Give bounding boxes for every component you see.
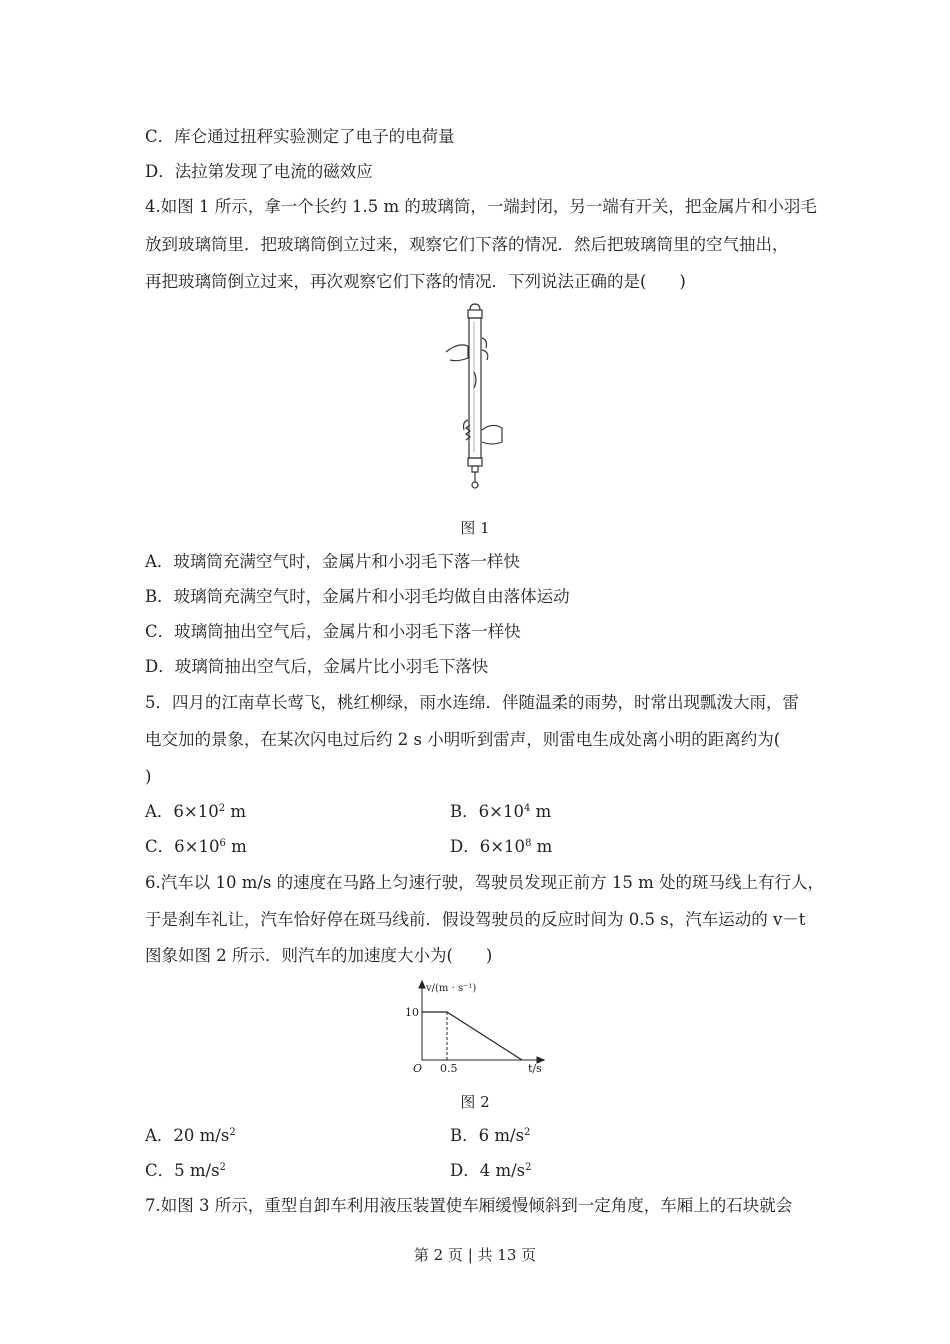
q6-option-c: C．5 $m/s^2$ — [145, 1161, 226, 1180]
q3-option-c: C．库仑通过扭秤实验测定了电子的电荷量 — [145, 127, 455, 146]
q5-stem-line2: 电交加的景象，在某次闪电过后约 2 s 小明听到雷声，则雷电生成处离小明的距离约为( — [145, 730, 781, 749]
q6-option-d: D．4 $m/s^2$ — [450, 1161, 532, 1180]
q5-stem-line1: 5．四月的江南草长莺飞，桃红柳绿，雨水连绵．伴随温柔的雨势，时常出现瓢泼大雨，雷 — [145, 693, 799, 712]
q4-option-d: D．玻璃筒抽出空气后，金属片比小羽毛下落快 — [145, 657, 489, 676]
figure-2-vt-graph — [400, 980, 560, 1076]
q6-stem-line2: 于是刹车礼让，汽车恰好停在斑马线前．假设驾驶员的反应时间为 0.5 s，汽车运动的 v－t — [145, 910, 806, 929]
q5-option-c: C．$6\times 10^6$ m — [145, 837, 247, 856]
graph-y-tick-10: 10 — [405, 1006, 419, 1019]
q4-stem-line3: 再把玻璃筒倒立过来，再次观察它们下落的情况．下列说法正确的是( ) — [145, 272, 686, 291]
q5-option-a: A．$6\times 10^2$ m — [145, 802, 247, 821]
page-footer: 第 2 页 | 共 13 页 — [413, 1246, 537, 1264]
q6-stem-line3: 图象如图 2 所示．则汽车的加速度大小为( ) — [145, 946, 493, 965]
q4-option-b: B．玻璃筒充满空气时，金属片和小羽毛均做自由落体运动 — [145, 587, 570, 606]
graph-x-tick-0.5: 0.5 — [440, 1062, 458, 1075]
figure-1-caption: 图 1 — [460, 519, 490, 537]
q6-stem-line1: 6.汽车以 10 m/s 的速度在马路上匀速行驶，驾驶员发现正前方 15 m 处的斑马线上有行人， — [145, 873, 825, 892]
q4-stem-line2: 放到玻璃筒里．把玻璃筒倒立过来，观察它们下落的情况．然后把玻璃筒里的空气抽出， — [145, 235, 789, 254]
graph-origin: O — [413, 1062, 423, 1075]
q4-stem-line1: 4.如图 1 所示，拿一个长约 1.5 m 的玻璃筒，一端封闭，另一端有开关，把金属片和小羽毛 — [145, 197, 817, 216]
q6-option-a: A．20 $m/s^2$ — [145, 1126, 236, 1145]
q5-option-b: B．$6\times 10^4$ m — [450, 802, 552, 821]
velocity-line — [422, 1012, 522, 1060]
graph-x-label: t/s — [528, 1062, 542, 1075]
figure-2-caption: 图 2 — [460, 1093, 490, 1111]
q4-option-c: C．玻璃筒抽出空气后，金属片和小羽毛下落一样快 — [145, 622, 521, 641]
q6-option-b: B．6 $m/s^2$ — [450, 1126, 531, 1145]
q4-option-a: A．玻璃筒充满空气时，金属片和小羽毛下落一样快 — [145, 552, 520, 571]
q7-stem-line1: 7.如图 3 所示，重型自卸车利用液压装置使车厢缓慢倾斜到一定角度，车厢上的石块就会 — [145, 1196, 793, 1215]
y-axis-arrow — [419, 981, 425, 988]
q3-option-d: D．法拉第发现了电流的磁效应 — [145, 162, 373, 181]
graph-y-label: v/(m · s⁻¹) — [426, 983, 477, 994]
q5-stem-line3: ) — [145, 767, 152, 786]
figure-1-glass-tube — [430, 302, 520, 492]
q5-option-d: D．$6\times 10^8$ m — [450, 837, 553, 856]
